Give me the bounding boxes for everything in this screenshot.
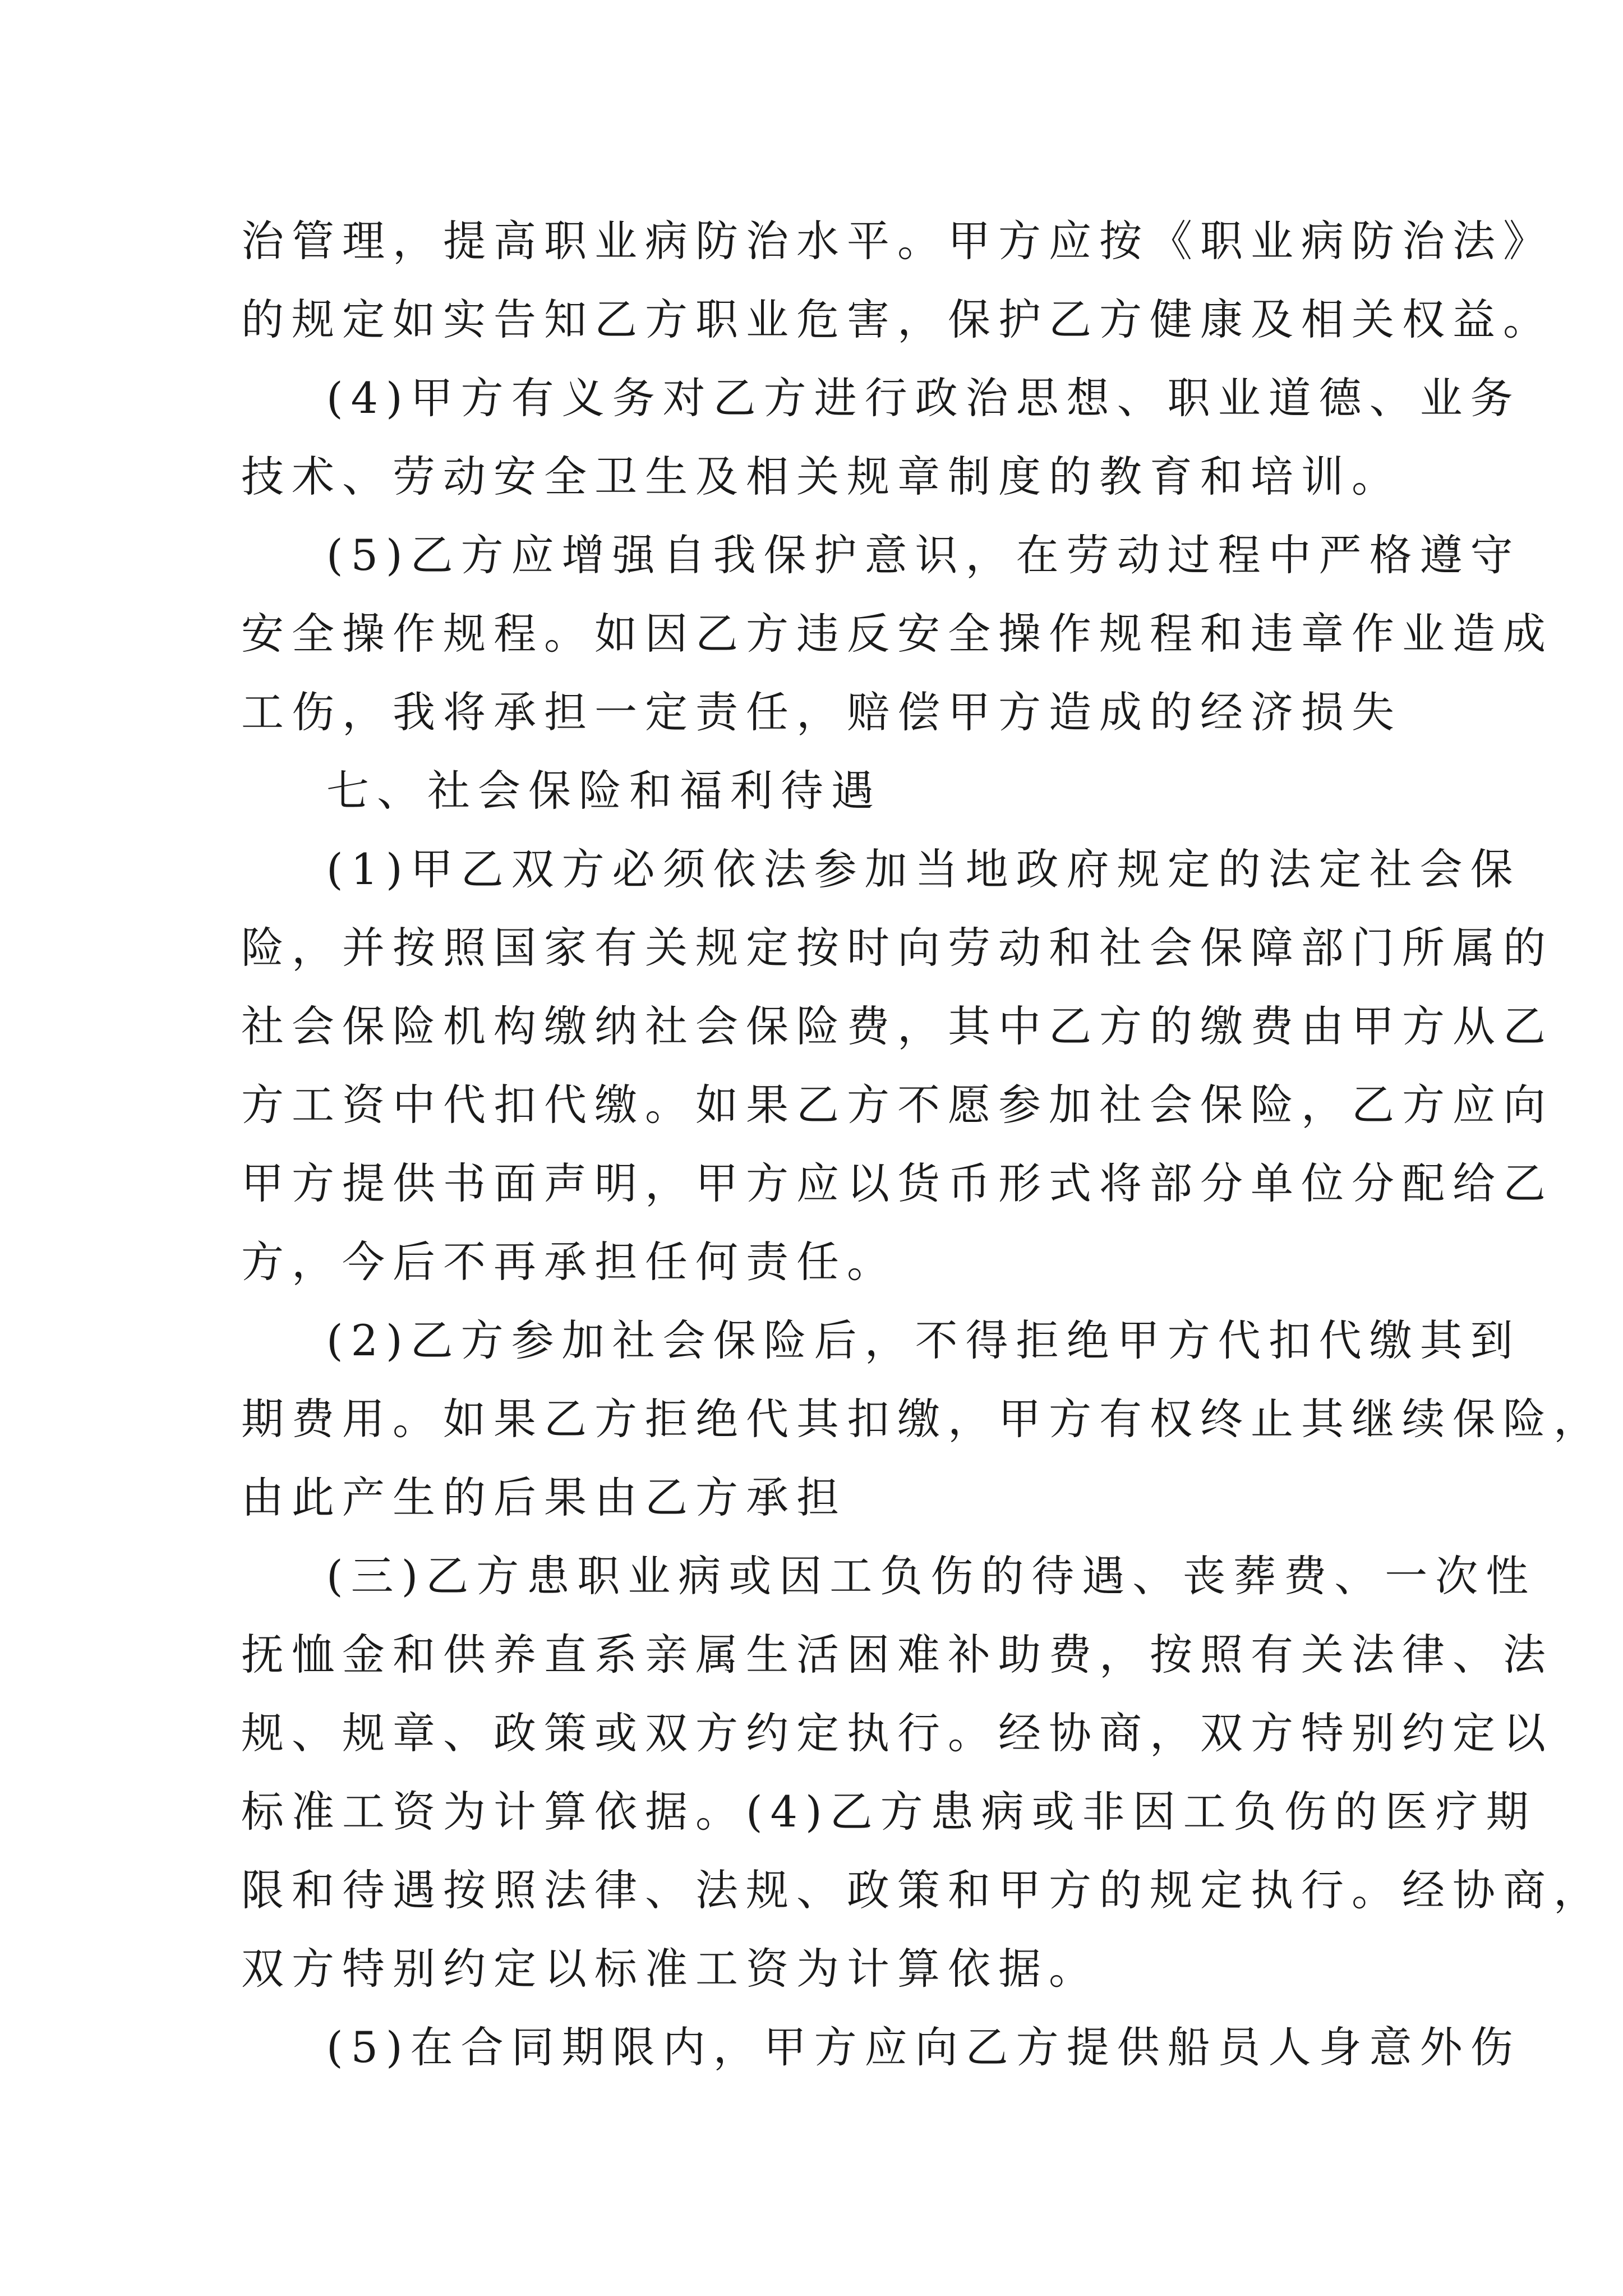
text-line-4: 技术、劳动安全卫生及相关规章制度的教育和培训。 <box>241 452 1402 501</box>
text-line-15: (2)乙方参加社会保险后，不得拒绝甲方代扣代缴其到 <box>326 1315 1521 1365</box>
text-line-21: 标准工资为计算依据。(4)乙方患病或非因工负伤的医疗期 <box>241 1787 1537 1837</box>
text-line-16: 期费用。如果乙方拒绝代其扣缴，甲方有权终止其继续保险， <box>241 1394 1604 1444</box>
text-line-23: 双方特别约定以标准工资为计算依据。 <box>241 1944 1099 1994</box>
text-line-11: 社会保险机构缴纳社会保险费，其中乙方的缴费由甲方从乙 <box>241 1001 1553 1051</box>
text-line-5: (5)乙方应增强自我保护意识，在劳动过程中严格遵守 <box>326 530 1521 580</box>
text-line-10: 险，并按照国家有关规定按时向劳动和社会保障部门所属的 <box>241 923 1553 973</box>
text-line-12: 方工资中代扣代缴。如果乙方不愿参加社会保险，乙方应向 <box>241 1080 1553 1130</box>
text-line-13: 甲方提供书面声明，甲方应以货币形式将部分单位分配给乙 <box>241 1158 1553 1208</box>
text-line-14: 方，今后不再承担任何责任。 <box>241 1237 897 1287</box>
text-line-20: 规、规章、政策或双方约定执行。经协商，双方特别约定以 <box>241 1708 1553 1758</box>
text-line-6: 安全操作规程。如因乙方违反安全操作规程和违章作业造成 <box>241 609 1553 659</box>
text-line-2: 的规定如实告知乙方职业危害，保护乙方健康及相关权益。 <box>241 295 1553 344</box>
text-line-17: 由此产生的后果由乙方承担 <box>241 1473 847 1522</box>
text-line-3: (4)甲方有义务对乙方进行政治思想、职业道德、业务 <box>326 373 1521 423</box>
text-line-19: 抚恤金和供养直系亲属生活困难补助费，按照有关法律、法 <box>241 1630 1553 1680</box>
text-line-7: 工伤，我将承担一定责任，赔偿甲方造成的经济损失 <box>241 687 1402 737</box>
section-heading: 七、社会保险和福利待遇 <box>326 766 882 816</box>
text-line-18: (三)乙方患职业病或因工负伤的待遇、丧葬费、一次性 <box>326 1551 1537 1601</box>
text-line-24: (5)在合同期限内，甲方应向乙方提供船员人身意外伤 <box>326 2022 1521 2072</box>
text-line-22: 限和待遇按照法律、法规、政策和甲方的规定执行。经协商， <box>241 1865 1604 1915</box>
text-line-9: (1)甲乙双方必须依法参加当地政府规定的法定社会保 <box>326 844 1521 894</box>
document-body <box>241 202 1604 2087</box>
text-line-1: 治管理，提高职业病防治水平。甲方应按《职业病防治法》 <box>241 216 1553 266</box>
